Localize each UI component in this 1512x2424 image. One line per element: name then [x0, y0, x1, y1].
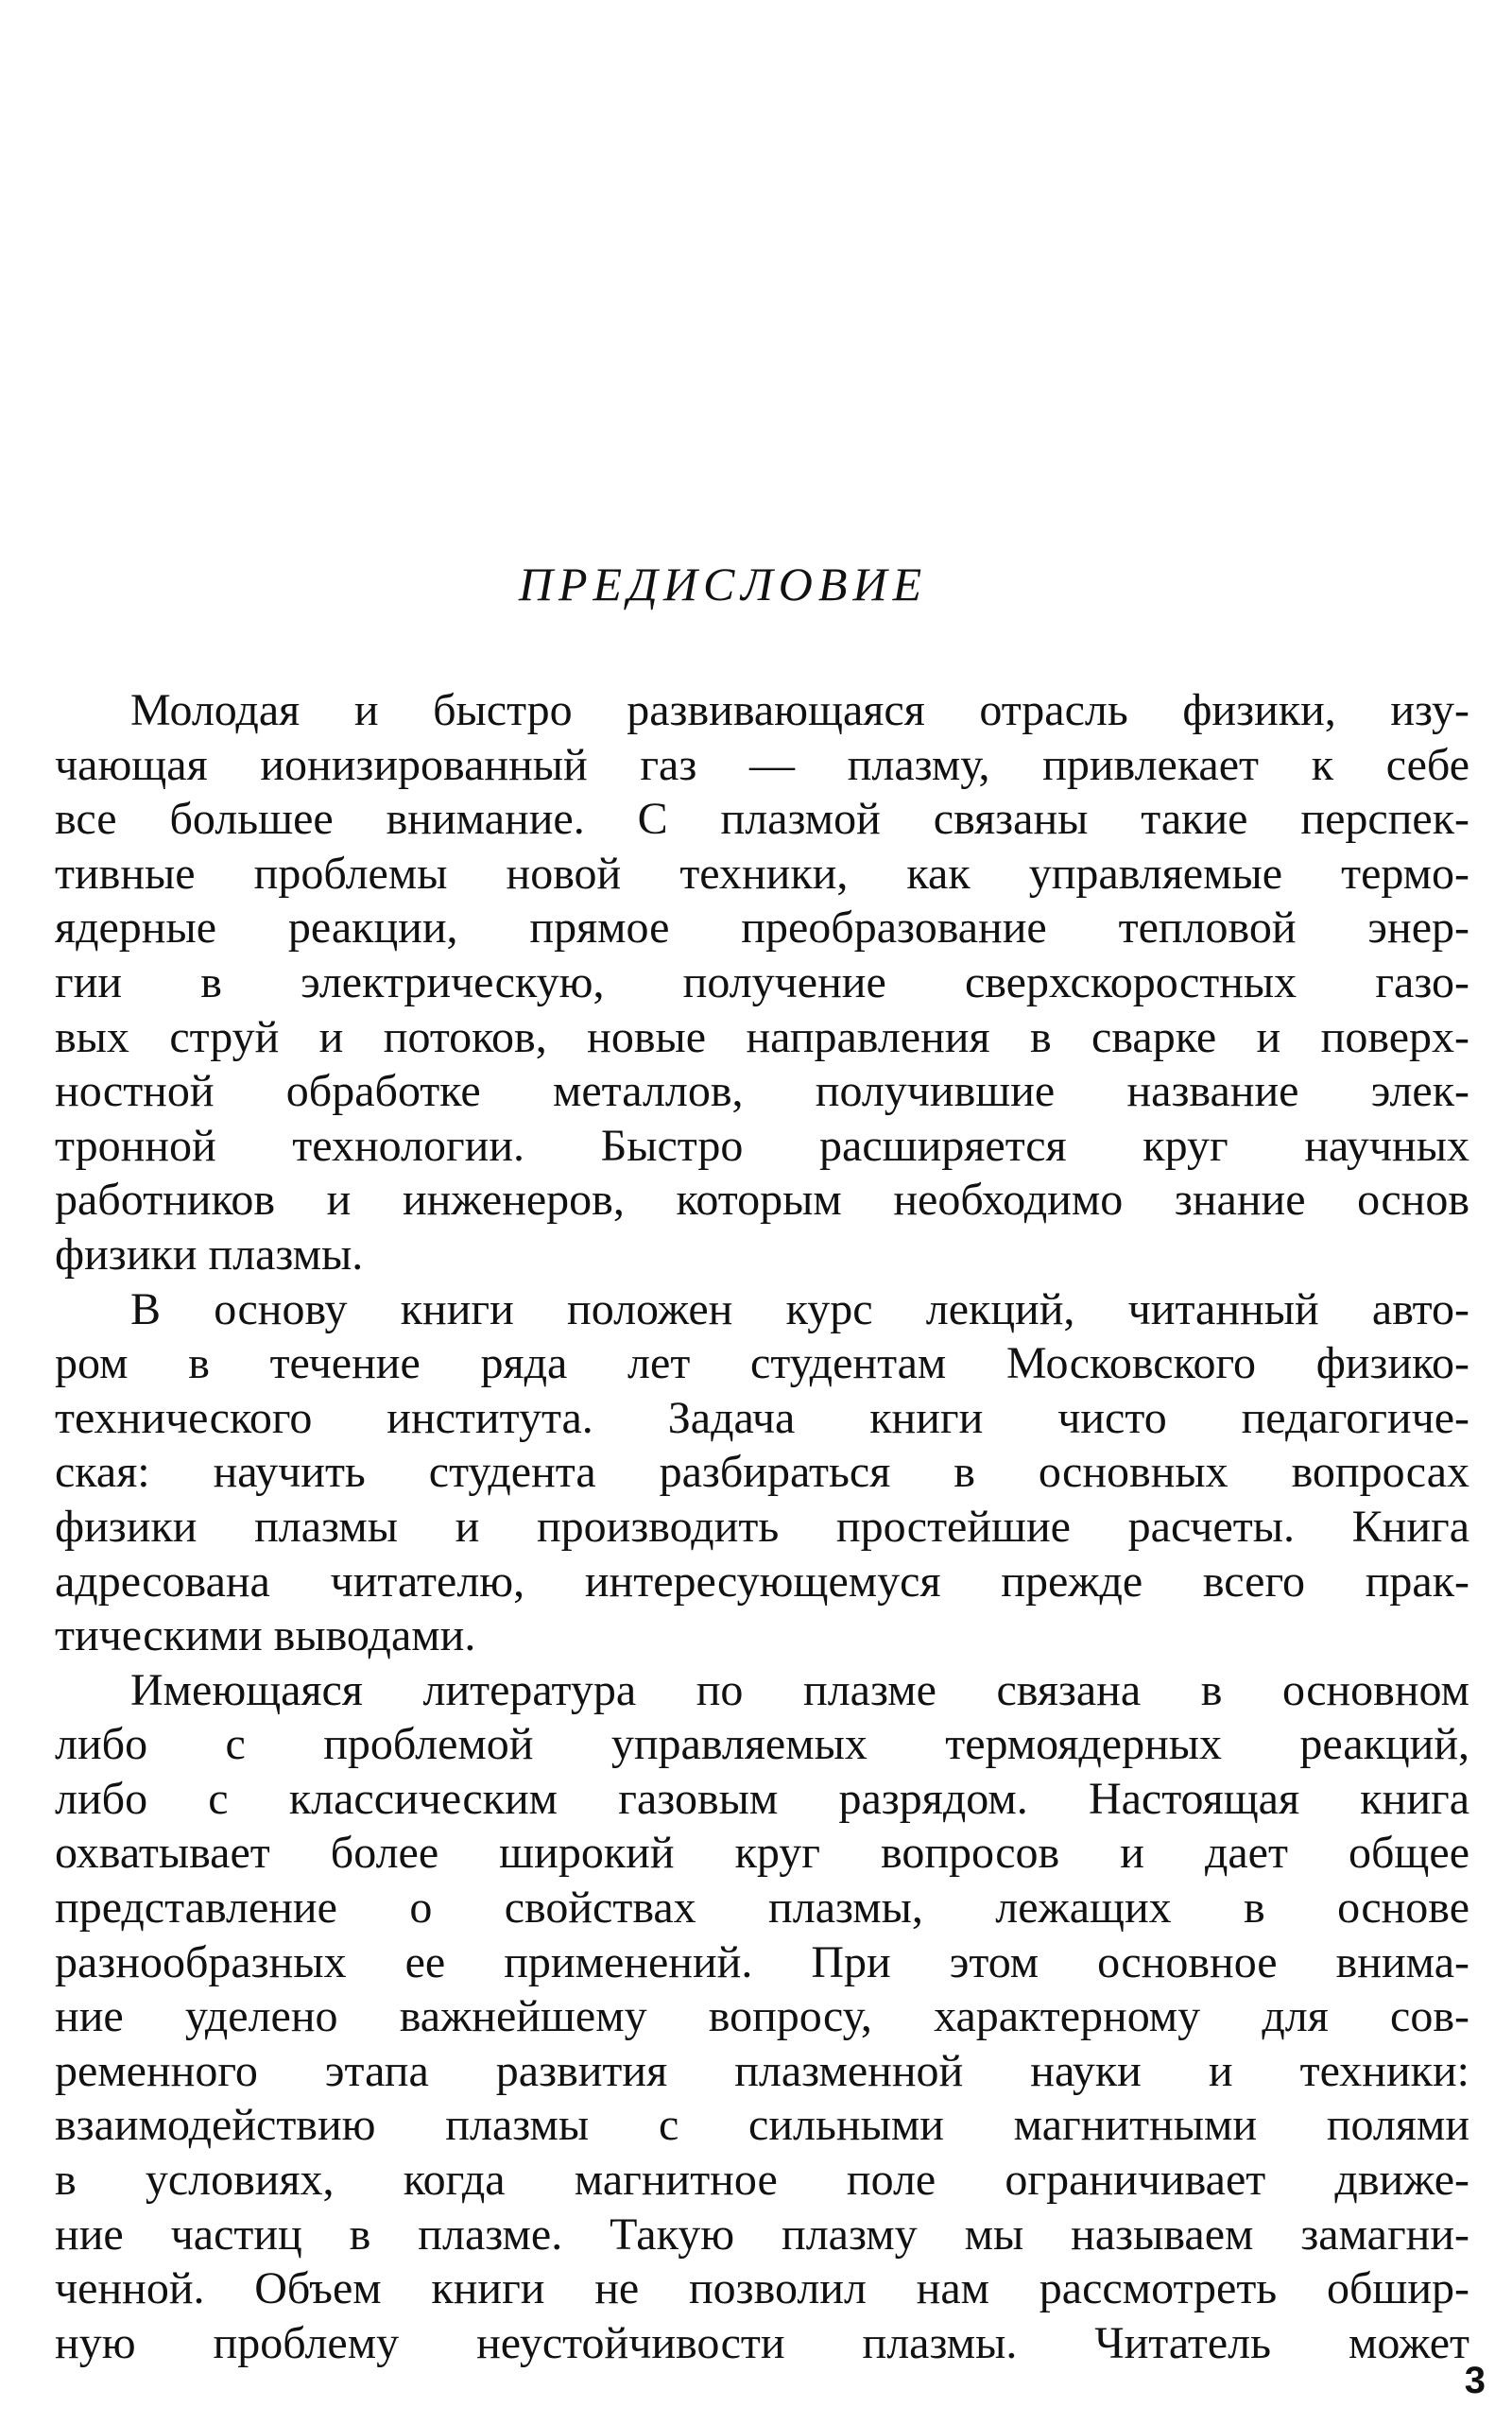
text-line: в условиях, когда магнитное поле ограничивает движе-: [55, 2155, 1469, 2206]
text-line: охватывает более широкий круг вопросов и дает общее: [55, 1828, 1469, 1879]
text-line: В основу книги положен курс лекций, читанный авто-: [130, 1283, 1469, 1334]
text-line: ную проблему неустойчивости плазмы. Читатель может: [55, 2317, 1469, 2368]
text-line: либо с классическим газовым разрядом. Настоящая книга: [55, 1773, 1469, 1824]
text-line: Молодая и быстро развивающаяся отрасль физики, изу-: [130, 685, 1469, 735]
text-line: Имеющаяся литература по плазме связана в основном: [130, 1664, 1469, 1715]
text-line: представление о свойствах плазмы, лежащих в основе: [55, 1882, 1469, 1934]
text-line: тивные проблемы новой техники, как управляемые термо-: [55, 848, 1469, 899]
paragraph-1: [55, 683, 1469, 1282]
text-line: технического института. Задача книги чисто педагогиче-: [55, 1392, 1469, 1443]
text-line: ченной. Объем книги не позволил нам рассмотреть обшир-: [55, 2263, 1469, 2314]
text-line: вых струй и потоков, новые направления в сварке и поверх-: [55, 1011, 1469, 1062]
page-number: 3: [1464, 2360, 1486, 2401]
text-line: разнообразных ее применений. При этом основное внима-: [55, 1936, 1469, 1987]
text-line: ние частиц в плазме. Такую плазму мы называем замагни-: [55, 2209, 1469, 2260]
page-title: ПРЕДИСЛОВИЕ: [518, 558, 928, 610]
text-line: физики плазмы.: [55, 1229, 364, 1280]
text-line: все большее внимание. С плазмой связаны такие перспек-: [55, 794, 1469, 845]
text-line: ром в течение ряда лет студентам Московского физико-: [55, 1338, 1469, 1389]
text-line: тическими выводами.: [55, 1610, 476, 1661]
text-line: ностной обработке металлов, получившие название элек-: [55, 1066, 1469, 1117]
text-line: тронной технологии. Быстро расширяется круг научных: [55, 1120, 1469, 1171]
text-line: гии в электрическую, получение сверхскоростных газо-: [55, 956, 1469, 1007]
text-line: либо с проблемой управляемых термоядерных реакций,: [55, 1719, 1469, 1770]
paragraph-2: [55, 1282, 1469, 1663]
text-line: ядерные реакции, прямое преобразование тепловой энер-: [55, 903, 1469, 954]
paragraph-3: [55, 1663, 1469, 2371]
text-line: ременного этапа развития плазменной науки и техники:: [55, 2045, 1469, 2096]
text-line: работников и инженеров, которым необходимо знание основ: [55, 1175, 1469, 1226]
text-line: физики плазмы и производить простейшие расчеты. Книга: [55, 1501, 1469, 1552]
preface-body: [55, 683, 1469, 2370]
text-line: адресована читателю, интересующемуся прежде всего прак-: [55, 1556, 1469, 1607]
text-line: ская: научить студента разбираться в основных вопросах: [55, 1447, 1469, 1498]
text-line: ние уделено важнейшему вопросу, характерному для сов-: [55, 1991, 1469, 2042]
text-line: взаимодействию плазмы с сильными магнитными полями: [55, 2100, 1469, 2151]
text-line: чающая ионизированный газ — плазму, привлекает к себе: [55, 739, 1469, 790]
